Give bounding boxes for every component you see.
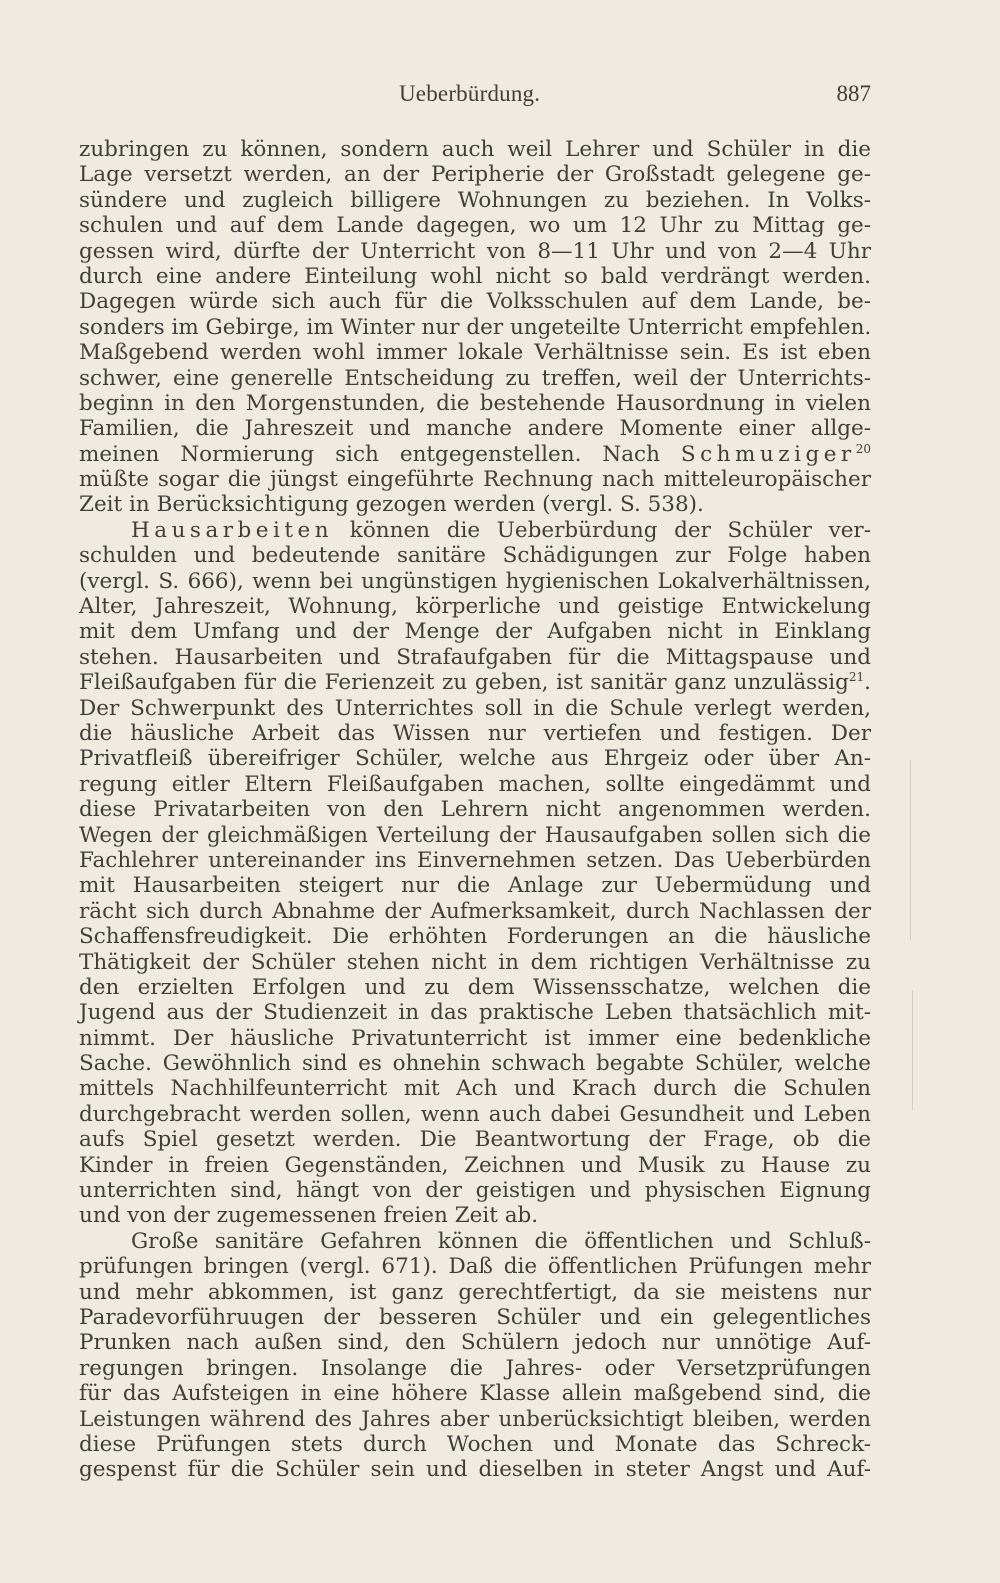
text-line-content: aufs Spiel gesetzt werden. Die Beantwortung der Frage, ob die (79, 1127, 871, 1153)
text-line-content: gessen wird, dürfte der Unterricht von 8—11 Uhr und von 2—4 Uhr (79, 238, 871, 264)
text-line (79, 1280, 871, 1305)
text-line (79, 492, 871, 517)
text-line (79, 1000, 871, 1025)
text-line (79, 1432, 871, 1457)
text-line (79, 1229, 871, 1254)
text-line-content: sündere und zugleich billigere Wohnungen zu beziehen. In Volks- (79, 187, 871, 213)
text-line-content: den erzielten Erfolgen und zu dem Wissensschatze, welchen die (79, 974, 871, 1000)
text-line-content: Dagegen würde sich auch für die Volksschulen auf dem Lande, be- (79, 289, 871, 315)
text-line (79, 1381, 871, 1406)
text-line-content: mittels Nachhilfeunterricht mit Ach und Krach durch die Schulen (79, 1076, 871, 1102)
text-line-content: die häusliche Arbeit das Wissen nur vertiefen und festigen. Der (79, 720, 871, 746)
text-line (79, 924, 871, 949)
text-line (79, 1051, 871, 1076)
text-line (79, 1153, 871, 1178)
text-line-content: Lage versetzt werden, an der Peripherie der Großstadt gelegene ge- (79, 162, 871, 188)
text-line (79, 467, 871, 492)
text-line (79, 823, 871, 848)
text-line-content: regung eitler Eltern Fleißaufgaben machen, sollte eingedämmt und (79, 771, 871, 797)
margin-mark (912, 990, 913, 1110)
text-line (79, 645, 871, 670)
text-line (79, 975, 871, 1000)
text-line-content: und mehr abkommen, ist ganz gerechtfertigt, da sie meistens nur (79, 1279, 871, 1305)
text-line-content: und von der zugemessenen freien Zeit ab. (79, 1203, 539, 1229)
text-line-content: rächt sich durch Abnahme der Aufmerksamkeit, durch Nachlassen der (79, 898, 871, 924)
text-line (79, 848, 871, 873)
text-line-content: Maßgebend werden wohl immer lokale Verhältnisse sein. Es ist eben (79, 340, 871, 366)
text-line (79, 797, 871, 822)
trailing-punctuation: . (864, 670, 871, 696)
text-line-content: Sache. Gewöhnlich sind es ohnehin schwach begabte Schüler, welche (79, 1051, 871, 1077)
text-line (79, 289, 871, 314)
text-line-content: Zeit in Berücksichtigung gezogen werden (vergl. S. 538). (79, 492, 704, 518)
text-line-content: stehen. Hausarbeiten und Strafaufgaben für die Mittagspause und (79, 644, 871, 670)
text-line (79, 1203, 871, 1228)
text-line-content: für das Aufsteigen in eine höhere Klasse allein maßgebend sind, die (79, 1381, 871, 1407)
text-line-content: prüfungen bringen (vergl. 671). Daß die öffentlichen Prüfungen mehr (79, 1254, 871, 1280)
text-line-content: Fachlehrer untereinander ins Einvernehmen setzen. Das Ueberbürden (79, 847, 871, 873)
text-line-content: sonders im Gebirge, im Winter nur der ungeteilte Unterricht empfehlen. (79, 314, 872, 340)
text-line-content: können die Ueberbürdung der Schüler ver- (349, 517, 871, 543)
text-line (79, 1102, 871, 1127)
text-line-content: (vergl. S. 666), wenn bei ungünstigen hygienischen Lokalverhältnissen, (79, 568, 871, 594)
text-line-content: schulden und bedeutende sanitäre Schädigungen zur Folge haben (79, 543, 871, 569)
text-line (79, 391, 871, 416)
text-line-content: Kinder in freien Gegenständen, Zeichnen und Musik zu Hause zu (79, 1152, 871, 1178)
text-line-content: mit dem Umfang und der Menge der Aufgaben nicht in Einklang (79, 619, 871, 645)
text-line-content: Leistungen während des Jahres aber unberücksichtigt bleiben, werden (79, 1406, 871, 1432)
text-line (79, 1026, 871, 1051)
running-header (79, 80, 871, 108)
text-line-content: meinen Normierung sich entgegenstellen. Nach (79, 441, 660, 467)
text-line (79, 416, 871, 441)
page-number: 887 (836, 81, 871, 106)
text-line (79, 340, 871, 365)
text-line (79, 315, 871, 340)
text-line (79, 188, 871, 213)
header-title: Ueberbürdung. (399, 81, 541, 106)
text-line-content: Thätigkeit der Schüler stehen nicht in dem richtigen Verhältnisse zu (79, 949, 871, 975)
text-line-content: schulen und auf dem Lande dagegen, wo um 12 Uhr zu Mittag ge- (79, 213, 871, 239)
text-line (79, 772, 871, 797)
text-line-content: durchgebracht werden sollen, wenn auch dabei Gesundheit und Leben (79, 1101, 871, 1127)
text-line-content: Wegen der gleichmäßigen Verteilung der Hausaufgaben sollen sich die (79, 822, 871, 848)
text-line-content: Prunken nach außen sind, den Schülern jedoch nur unnötige Auf- (79, 1330, 871, 1356)
text-line-content: Privatfleiß übereifriger Schüler, welche aus Ehrgeiz oder über An- (79, 746, 871, 772)
text-line (79, 1178, 871, 1203)
text-line (79, 696, 871, 721)
text-line (79, 1127, 871, 1152)
text-line (79, 137, 871, 162)
text-line-content: Schaffensfreudigkeit. Die erhöhten Forderungen an die häusliche (79, 924, 871, 950)
text-line (79, 873, 871, 898)
text-line (79, 213, 871, 238)
text-line-content: müßte sogar die jüngst eingeführte Rechnung nach mitteleuropäischer (79, 467, 871, 493)
text-line (79, 950, 871, 975)
text-line (79, 619, 871, 644)
text-line-content: Der Schwerpunkt des Unterrichtes soll in die Schule verlegt werden, (79, 695, 871, 721)
text-line (79, 162, 871, 187)
text-line (79, 1305, 871, 1330)
text-line (79, 569, 871, 594)
emphasized-term: Hausarbeiten (131, 517, 334, 543)
text-line-content: mit Hausarbeiten steigert nur die Anlage zur Uebermüdung und (79, 873, 871, 899)
text-line (79, 543, 871, 568)
text-line (79, 442, 871, 467)
text-line-content: diese Privatarbeiten von den Lehrern nicht angenommen werden. (79, 797, 871, 823)
text-line (79, 1076, 871, 1101)
text-line-content: beginn in den Morgenstunden, die bestehende Hausordnung in vielen (79, 390, 871, 416)
body-text (79, 137, 871, 1483)
text-line (79, 746, 871, 771)
text-line (79, 1457, 871, 1482)
text-line (79, 1330, 871, 1355)
text-line (79, 1356, 871, 1381)
text-line-content: schwer, eine generelle Entscheidung zu treffen, weil der Unterrichts- (79, 365, 871, 391)
text-line (79, 518, 871, 543)
footnote-reference: 21 (848, 670, 865, 685)
text-line-content: durch eine andere Einteilung wohl nicht so bald verdrängt werden. (79, 263, 871, 289)
text-line (79, 1407, 871, 1432)
margin-mark (910, 760, 911, 940)
text-line (79, 1254, 871, 1279)
text-line (79, 721, 871, 746)
text-line (79, 899, 871, 924)
text-line (79, 366, 871, 391)
footnote-reference: 20 (855, 441, 871, 456)
text-line (79, 239, 871, 264)
text-line-content: zubringen zu können, sondern auch weil Lehrer und Schüler in die (79, 137, 871, 162)
text-line-content: regungen bringen. Insolange die Jahres- oder Versetzprüfungen (79, 1355, 871, 1381)
text-line-content: Alter, Jahreszeit, Wohnung, körperliche und geistige Entwickelung (79, 594, 871, 620)
text-line (79, 264, 871, 289)
text-line (79, 594, 871, 619)
text-line-content: Paradevorführuugen der besseren Schüler und ein gelegentliches (79, 1304, 871, 1330)
emphasized-author-name: Schmuziger (680, 441, 856, 467)
text-line-content: nimmt. Der häusliche Privatunterricht ist immer eine bedenkliche (79, 1025, 871, 1051)
text-line-content: diese Prüfungen stets durch Wochen und Monate das Schreck- (79, 1431, 871, 1457)
text-line-content: unterrichten sind, hängt von der geistigen und physischen Eignung (79, 1178, 871, 1204)
text-line-content: Große sanitäre Gefahren können die öffentlichen und Schluß- (131, 1228, 871, 1254)
text-line-content: Familien, die Jahreszeit und manche andere Momente einer allge- (79, 416, 871, 442)
text-line-content: Fleißaufgaben für die Ferienzeit zu geben, ist sanitär ganz unzulässig (79, 670, 849, 696)
text-line-content: Jugend aus der Studienzeit in das praktische Leben thatsächlich mit- (79, 1000, 871, 1026)
text-line (79, 670, 871, 695)
text-line-content: gespenst für die Schüler sein und dieselben in steter Angst und Auf- (79, 1457, 871, 1483)
